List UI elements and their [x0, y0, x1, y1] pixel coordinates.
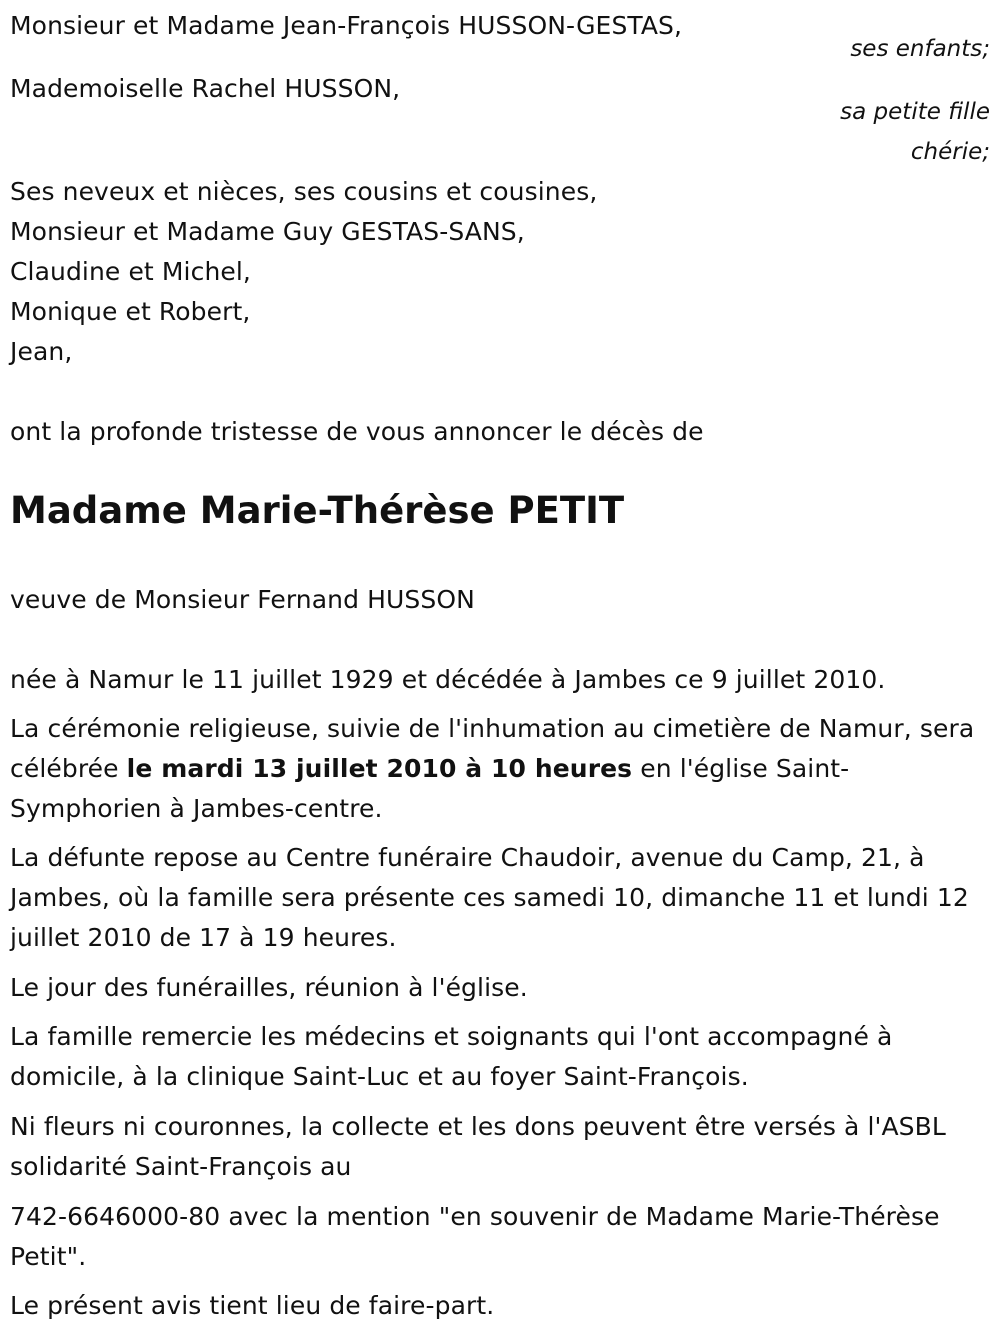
birth-death-dates: née à Namur le 11 juillet 1929 et décédée à Jambes ce 9 juillet 2010.	[10, 665, 886, 694]
meeting-paragraph: Le jour des funérailles, réunion à l'église.	[10, 973, 528, 1002]
granddaughter-role-1: sa petite fille	[840, 99, 990, 125]
widow-of: veuve de Monsieur Fernand HUSSON	[10, 585, 475, 614]
announcement-text: ont la profonde tristesse de vous annoncer le décès de	[10, 417, 704, 446]
relatives-line-5: Jean,	[10, 337, 73, 366]
children-line: Monsieur et Madame Jean-François HUSSON-GESTAS,	[10, 11, 683, 40]
rest-paragraph: La défunte repose au Centre funéraire Chaudoir, avenue du Camp, 21, à Jambes, où la famille sera présente ces samedi 10, dimanche 11 et lundi 12 juillet 2010 de 17 à 19 heures.	[10, 843, 969, 952]
flowers-paragraph: Ni fleurs ni couronnes, la collecte et les dons peuvent être versés à l'ASBL solidarité Saint-François au	[10, 1112, 946, 1181]
granddaughter-line: Mademoiselle Rachel HUSSON,	[10, 74, 401, 103]
thanks-paragraph: La famille remercie les médecins et soignants qui l'ont accompagné à domicile, à la clinique Saint-Luc et au foyer Saint-François.	[10, 1022, 893, 1091]
deceased-name: Madame Marie-Thérèse PETIT	[10, 489, 625, 532]
notice-paragraph: Le présent avis tient lieu de faire-part.	[10, 1291, 495, 1320]
ceremony-intro: La cérémonie religieuse, suivie de l'inhumation au cimetière de Namur, sera célébrée	[10, 714, 975, 783]
account-paragraph: 742-6646000-80 avec la mention "en souvenir de Madame Marie-Thérèse Petit".	[10, 1202, 940, 1271]
relatives-line-3: Claudine et Michel,	[10, 257, 251, 286]
relatives-line-1: Ses neveux et nièces, ses cousins et cousines,	[10, 177, 598, 206]
relatives-line-2: Monsieur et Madame Guy GESTAS-SANS,	[10, 217, 525, 246]
granddaughter-role-2: chérie;	[910, 139, 990, 165]
ceremony-date: le mardi 13 juillet 2010 à 10 heures	[126, 754, 633, 783]
ceremony-paragraph	[10, 709, 995, 829]
children-role: ses enfants;	[850, 36, 990, 62]
ceremony-outro: en l'église Saint-Symphorien à Jambes-centre.	[10, 754, 850, 823]
relatives-line-4: Monique et Robert,	[10, 297, 251, 326]
